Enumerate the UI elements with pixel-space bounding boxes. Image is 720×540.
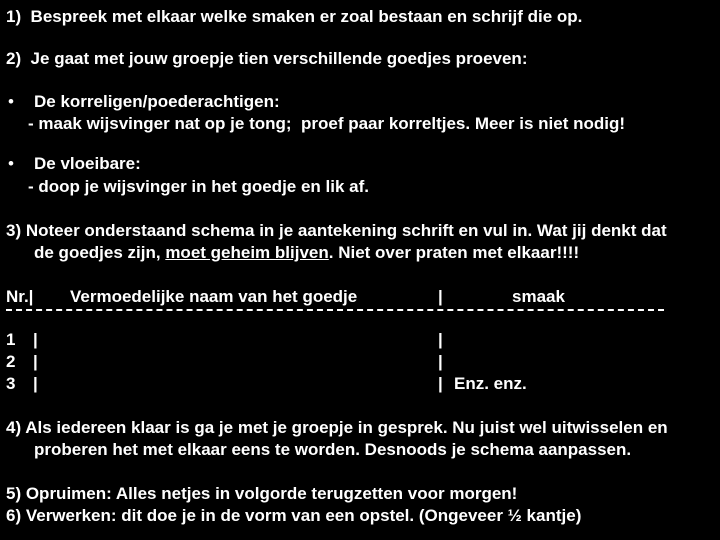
row-separator: | [438,352,443,371]
row-separator: | [33,352,38,371]
step-4-line-2: proberen het met elkaar eens te worden. Desnoods je schema aanpassen. [34,440,632,459]
step-1: 1) Bespreek met elkaar welke smaken er zoal bestaan en schrijf die op. [6,7,583,26]
step-3-text: de goedjes zijn, [34,243,166,262]
bullet-marker: • [8,92,14,111]
step-3-text-end: . Niet over praten met elkaar!!!! [328,243,580,262]
step-6: 6) Verwerken: dit doe je in de vorm van een opstel. (Ongeveer ½ kantje) [6,506,582,525]
row-number: 2 [6,352,16,371]
bullet-marker: • [8,154,14,173]
bullet-detail-liquids: - doop je wijsvinger in het goedje en lik af. [28,177,369,196]
row-taste: Enz. enz. [454,374,527,393]
table-header-separator: | [438,287,443,306]
row-separator: | [438,330,443,349]
secret-emphasis: moet geheim blijven [165,243,329,262]
step-2: 2) Je gaat met jouw groepje tien verschillende goedjes proeven: [6,49,528,68]
table-header-name: Vermoedelijke naam van het goedje [70,287,358,306]
row-separator: | [438,374,443,393]
table-divider [6,309,664,313]
row-separator: | [33,374,38,393]
bullet-title-liquids: De vloeibare: [34,154,141,173]
step-3-line-1: 3) Noteer onderstaand schema in je aantekening schrift en vul in. Wat jij denkt dat [6,221,667,240]
bullet-title-powders: De korreligen/poederachtigen: [34,92,280,111]
row-number: 1 [6,330,16,349]
step-5: 5) Opruimen: Alles netjes in volgorde terugzetten voor morgen! [6,484,518,503]
step-3-line-2 [34,242,579,264]
table-header-taste: smaak [512,287,565,306]
row-number: 3 [6,374,16,393]
bullet-detail-powders: - maak wijsvinger nat op je tong; proef paar korreltjes. Meer is niet nodig! [28,114,626,133]
table-header-nr: Nr.| [6,287,34,306]
step-4-line-1: 4) Als iedereen klaar is ga je met je groepje in gesprek. Nu juist wel uitwisselen en [6,418,668,437]
row-separator: | [33,330,38,349]
